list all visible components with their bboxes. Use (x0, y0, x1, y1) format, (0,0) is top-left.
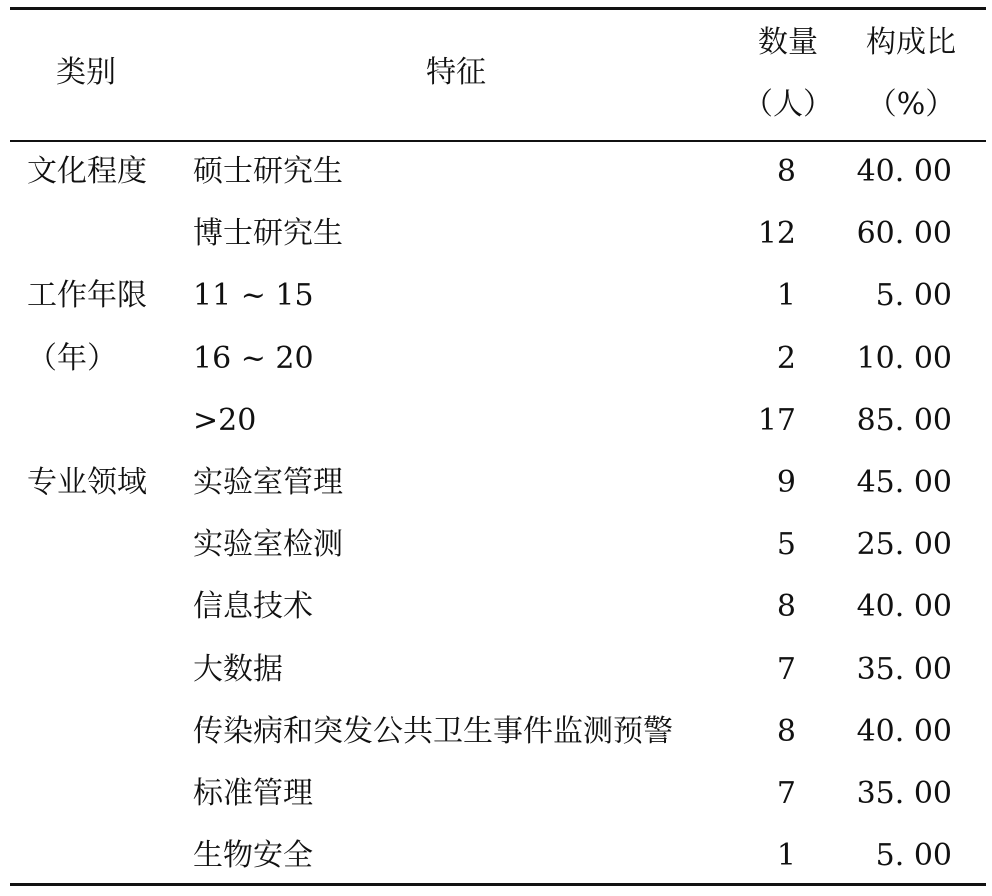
row-percent: 45. 00 (856, 465, 952, 500)
category-label: （年） (27, 341, 117, 376)
header-count-unit: （人） (743, 87, 833, 122)
row-feature: >20 (193, 403, 257, 438)
row-feature: 生物安全 (193, 838, 313, 873)
row-count: 7 (776, 776, 796, 811)
row-count: 8 (776, 589, 796, 624)
row-percent: 40. 00 (856, 589, 952, 624)
row-percent: 40. 00 (856, 154, 952, 189)
row-feature: 11 ~ 15 (193, 278, 314, 313)
row-percent: 10. 00 (856, 341, 952, 376)
header-feature: 特征 (426, 55, 486, 90)
row-percent: 40. 00 (856, 714, 952, 749)
row-percent: 35. 00 (856, 776, 952, 811)
row-feature: 大数据 (193, 652, 283, 687)
row-count: 12 (757, 216, 796, 251)
row-count: 8 (776, 154, 796, 189)
row-feature: 16 ~ 20 (193, 341, 314, 376)
row-feature: 传染病和突发公共卫生事件监测预警 (193, 714, 673, 749)
bottom-rule (10, 883, 986, 886)
row-feature: 实验室检测 (193, 527, 343, 562)
row-feature: 硕士研究生 (193, 154, 343, 189)
row-percent: 35. 00 (856, 652, 952, 687)
category-label: 工作年限 (27, 278, 147, 313)
row-percent: 25. 00 (856, 527, 952, 562)
row-count: 2 (776, 341, 796, 376)
category-label: 专业领域 (27, 465, 147, 500)
row-count: 17 (757, 403, 796, 438)
row-feature: 博士研究生 (193, 216, 343, 251)
header-percent: 构成比 (866, 25, 956, 60)
row-percent: 60. 00 (856, 216, 952, 251)
header-count: 数量 (758, 25, 818, 60)
row-feature: 标准管理 (193, 776, 313, 811)
row-feature: 实验室管理 (193, 465, 343, 500)
row-count: 1 (776, 838, 796, 873)
row-feature: 信息技术 (193, 589, 313, 624)
row-percent: 85. 00 (856, 403, 952, 438)
row-count: 8 (776, 714, 796, 749)
top-rule (10, 7, 986, 10)
row-count: 1 (776, 278, 796, 313)
header-category: 类别 (56, 55, 116, 90)
header-rule (10, 140, 986, 142)
row-percent: 5. 00 (875, 838, 952, 873)
row-percent: 5. 00 (875, 278, 952, 313)
row-count: 7 (776, 652, 796, 687)
row-count: 5 (776, 527, 796, 562)
category-label: 文化程度 (27, 154, 147, 189)
header-percent-unit: （%） (866, 87, 956, 122)
row-count: 9 (776, 465, 796, 500)
